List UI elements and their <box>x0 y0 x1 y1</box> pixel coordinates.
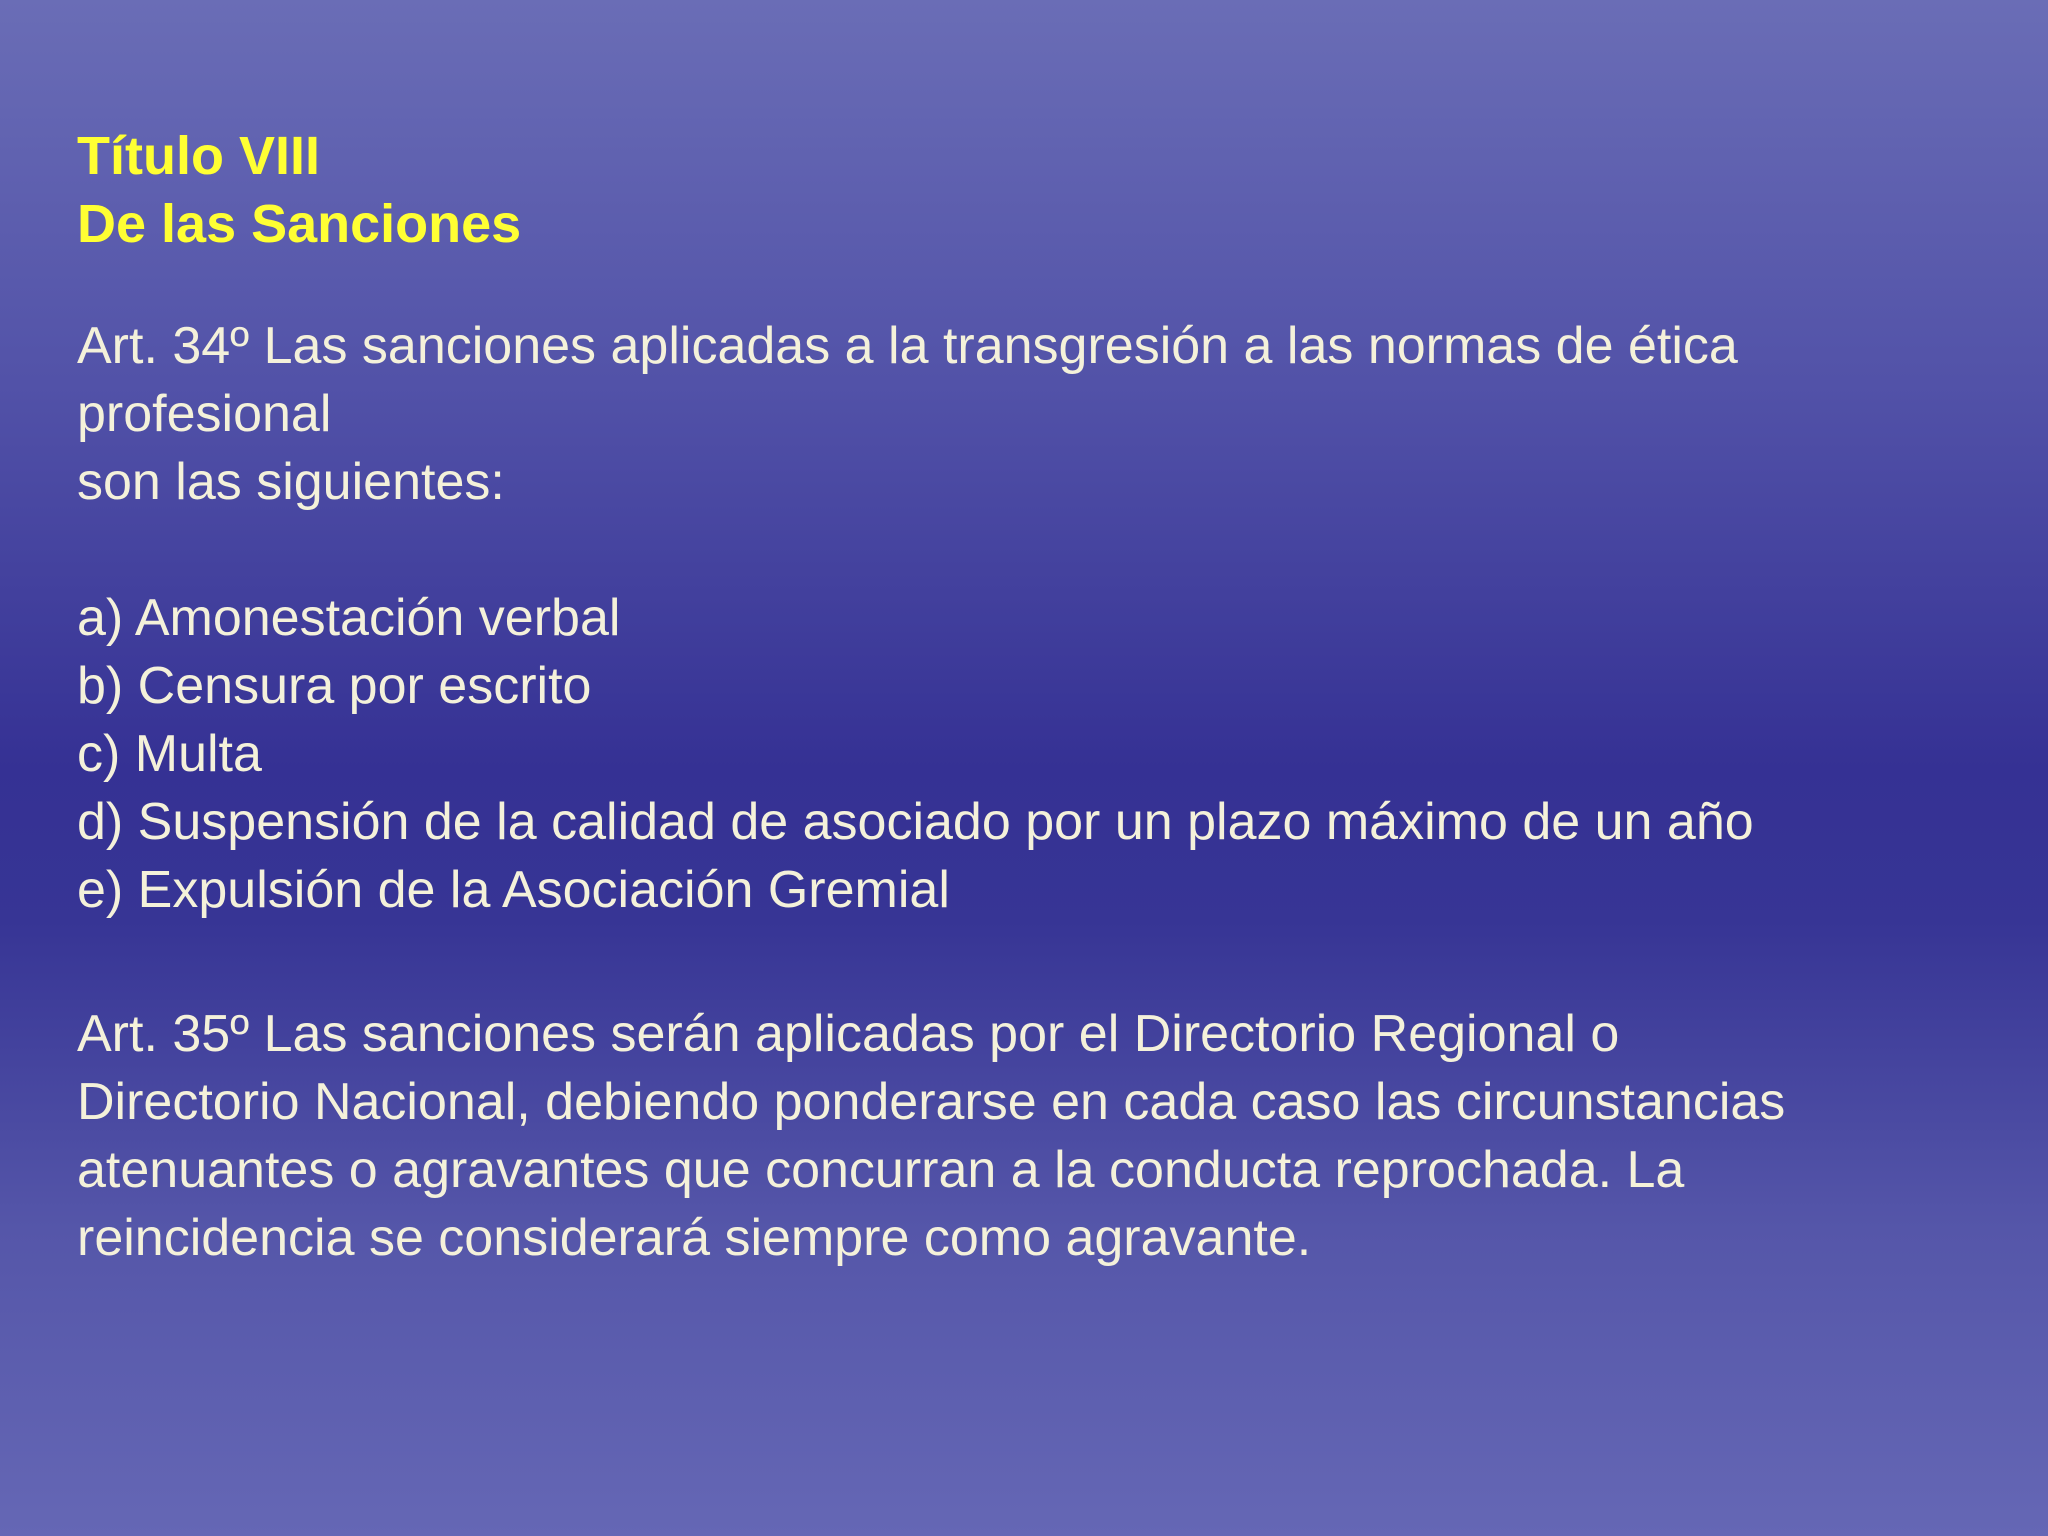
sanction-item-e: e) Expulsión de la Asociación Gremial <box>77 861 950 919</box>
slide-title-line-2: De las Sanciones <box>77 194 522 254</box>
article-35-line-3: atenuantes o agravantes que concurran a la conducta reprochada. La <box>77 1141 1685 1199</box>
sanction-item-a: a) Amonestación verbal <box>77 589 621 647</box>
sanction-item-c: c) Multa <box>77 725 262 783</box>
article-35-line-1: Art. 35º Las sanciones serán aplicadas por el Directorio Regional o <box>77 1005 1620 1063</box>
sanction-item-b: b) Censura por escrito <box>77 657 592 715</box>
sanction-item-d: d) Suspensión de la calidad de asociado por un plazo máximo de un año <box>77 793 1754 851</box>
sanctions-list <box>77 584 1997 924</box>
article-34-line-2: profesional <box>77 385 332 443</box>
slide-content <box>77 122 1997 1272</box>
slide-title-line-1: Título VIII <box>77 126 320 186</box>
article-34-line-3: son las siguientes: <box>77 453 505 511</box>
article-35-line-2: Directorio Nacional, debiendo ponderarse en cada caso las circunstancias <box>77 1073 1786 1131</box>
article-35-line-4: reincidencia se considerará siempre como agravante. <box>77 1209 1312 1267</box>
article-35 <box>77 1000 1997 1272</box>
spacer <box>77 924 1997 1000</box>
article-34 <box>77 312 1997 516</box>
spacer <box>77 516 1997 584</box>
spacer <box>77 258 1997 312</box>
article-34-line-1: Art. 34º Las sanciones aplicadas a la transgresión a las normas de ética <box>77 317 1738 375</box>
